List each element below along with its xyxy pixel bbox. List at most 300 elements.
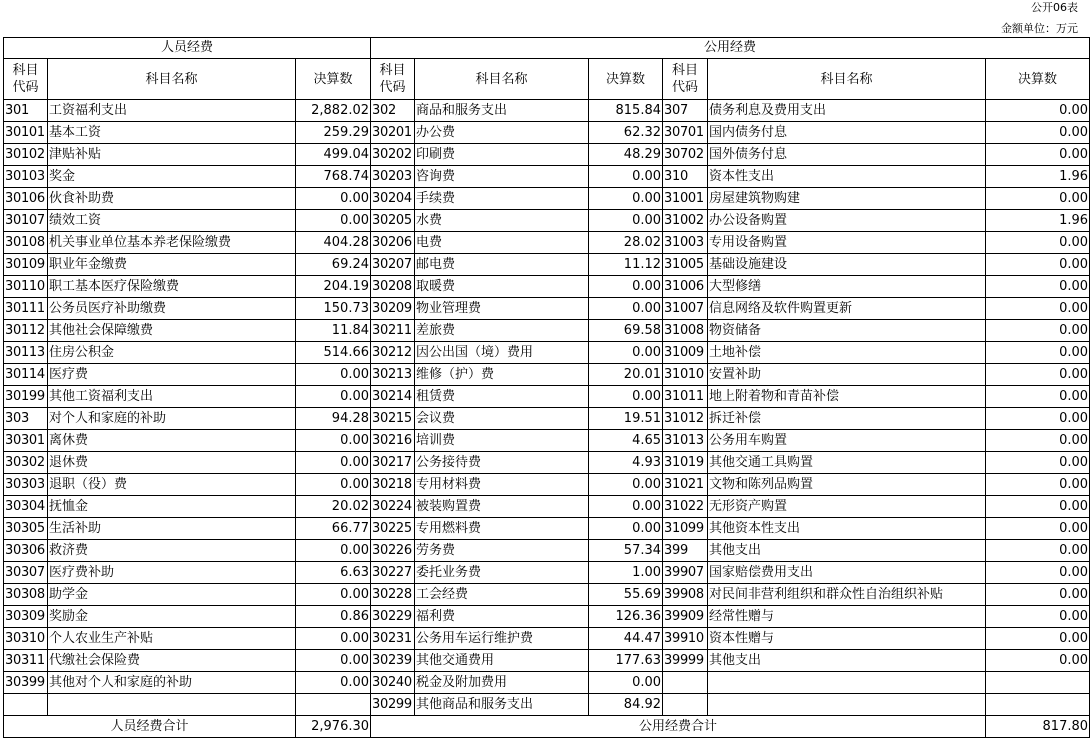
code-cell: 31012	[663, 408, 708, 430]
name-cell: 电费	[415, 232, 589, 254]
table-row	[4, 518, 1090, 540]
name-cell: 福利费	[415, 606, 589, 628]
amount-cell: 0.00	[986, 122, 1090, 144]
code-cell: 30226	[371, 540, 415, 562]
name-cell: 公务用车运行维护费	[415, 628, 589, 650]
code-cell: 303	[4, 408, 48, 430]
code-cell: 30204	[371, 188, 415, 210]
amount-cell: 0.00	[986, 452, 1090, 474]
table-row	[4, 562, 1090, 584]
name-cell: 专用燃料费	[415, 518, 589, 540]
name-cell: 商品和服务支出	[415, 100, 589, 122]
code-cell: 30111	[4, 298, 48, 320]
code-cell	[663, 694, 708, 716]
name-cell: 取暖费	[415, 276, 589, 298]
name-cell: 基本工资	[48, 122, 296, 144]
name-cell: 劳务费	[415, 540, 589, 562]
amount-cell: 0.00	[986, 650, 1090, 672]
code-cell: 399	[663, 540, 708, 562]
code-cell: 30208	[371, 276, 415, 298]
amount-cell: 0.00	[589, 386, 663, 408]
code-cell: 30108	[4, 232, 48, 254]
table-row	[4, 584, 1090, 606]
name-cell: 资本性支出	[708, 166, 986, 188]
name-cell: 手续费	[415, 188, 589, 210]
amount-cell: 94.28	[296, 408, 371, 430]
name-cell: 国外债务付息	[708, 144, 986, 166]
name-cell: 委托业务费	[415, 562, 589, 584]
table-row	[4, 650, 1090, 672]
amount-cell: 499.04	[296, 144, 371, 166]
code-cell: 30307	[4, 562, 48, 584]
name-cell: 无形资产购置	[708, 496, 986, 518]
code-cell: 30217	[371, 452, 415, 474]
name-cell: 国家赔偿费用支出	[708, 562, 986, 584]
table-row	[4, 122, 1090, 144]
amount-cell: 0.00	[986, 606, 1090, 628]
amount-cell: 0.00	[296, 430, 371, 452]
amount-cell: 57.34	[589, 540, 663, 562]
name-cell: 国内债务付息	[708, 122, 986, 144]
code-cell: 30110	[4, 276, 48, 298]
code-cell	[4, 694, 48, 716]
name-cell: 会议费	[415, 408, 589, 430]
name-cell: 办公费	[415, 122, 589, 144]
form-number: 公开06表	[1031, 1, 1078, 14]
amount-cell: 0.00	[986, 320, 1090, 342]
name-cell: 退休费	[48, 452, 296, 474]
code-cell: 30303	[4, 474, 48, 496]
amount-cell: 84.92	[589, 694, 663, 716]
amount-cell: 0.00	[986, 188, 1090, 210]
code-cell: 30305	[4, 518, 48, 540]
name-cell: 救济费	[48, 540, 296, 562]
code-cell: 30203	[371, 166, 415, 188]
code-cell: 31006	[663, 276, 708, 298]
amount-cell: 0.00	[296, 672, 371, 694]
code-cell: 30701	[663, 122, 708, 144]
column-header-row	[4, 59, 1090, 100]
table-row	[4, 496, 1090, 518]
amount-cell: 0.00	[589, 166, 663, 188]
amount-cell: 0.00	[986, 562, 1090, 584]
amount-cell: 0.00	[986, 518, 1090, 540]
amount-cell: 0.00	[986, 386, 1090, 408]
code-cell: 30201	[371, 122, 415, 144]
code-cell: 30309	[4, 606, 48, 628]
name-cell: 物业管理费	[415, 298, 589, 320]
code-cell: 30209	[371, 298, 415, 320]
amount-cell: 66.77	[296, 518, 371, 540]
name-cell: 公务员医疗补助缴费	[48, 298, 296, 320]
code-cell: 31008	[663, 320, 708, 342]
code-header: 科目 代码	[371, 59, 415, 100]
name-cell: 助学金	[48, 584, 296, 606]
code-cell: 30199	[4, 386, 48, 408]
code-cell: 30308	[4, 584, 48, 606]
code-cell: 31019	[663, 452, 708, 474]
code-cell: 39910	[663, 628, 708, 650]
amount-cell: 62.32	[589, 122, 663, 144]
name-cell: 印刷费	[415, 144, 589, 166]
code-cell	[663, 672, 708, 694]
name-cell: 专用设备购置	[708, 232, 986, 254]
table-row	[4, 188, 1090, 210]
name-cell: 其他支出	[708, 540, 986, 562]
code-cell: 301	[4, 100, 48, 122]
amount-cell: 0.00	[296, 628, 371, 650]
code-cell: 30103	[4, 166, 48, 188]
name-cell: 退职（役）费	[48, 474, 296, 496]
name-cell: 代缴社会保险费	[48, 650, 296, 672]
public-header: 公用经费	[371, 38, 1090, 59]
table-row	[4, 474, 1090, 496]
code-cell: 30216	[371, 430, 415, 452]
personnel-header: 人员经费	[4, 38, 371, 59]
amount-cell: 2,882.02	[296, 100, 371, 122]
name-cell: 信息网络及软件购置更新	[708, 298, 986, 320]
name-cell: 工资福利支出	[48, 100, 296, 122]
name-cell: 咨询费	[415, 166, 589, 188]
name-cell	[48, 694, 296, 716]
name-cell: 大型修缮	[708, 276, 986, 298]
name-cell: 奖励金	[48, 606, 296, 628]
amount-header: 决算数	[296, 59, 371, 100]
code-cell: 30102	[4, 144, 48, 166]
amount-cell: 815.84	[589, 100, 663, 122]
code-cell: 30112	[4, 320, 48, 342]
name-cell: 被装购置费	[415, 496, 589, 518]
amount-cell: 0.00	[589, 672, 663, 694]
amount-cell: 48.29	[589, 144, 663, 166]
code-cell: 39907	[663, 562, 708, 584]
name-cell: 公务用车购置	[708, 430, 986, 452]
amount-cell: 0.00	[986, 628, 1090, 650]
name-cell: 办公设备购置	[708, 210, 986, 232]
code-cell: 30101	[4, 122, 48, 144]
code-cell: 30227	[371, 562, 415, 584]
name-cell: 住房公积金	[48, 342, 296, 364]
code-cell: 30211	[371, 320, 415, 342]
name-cell: 其他商品和服务支出	[415, 694, 589, 716]
amount-cell: 0.00	[986, 100, 1090, 122]
amount-cell: 0.00	[986, 298, 1090, 320]
amount-cell: 0.00	[986, 474, 1090, 496]
amount-cell: 4.65	[589, 430, 663, 452]
table-row	[4, 672, 1090, 694]
code-cell: 39908	[663, 584, 708, 606]
name-cell: 公务接待费	[415, 452, 589, 474]
amount-cell: 0.00	[296, 584, 371, 606]
code-cell: 30214	[371, 386, 415, 408]
name-cell: 医疗费	[48, 364, 296, 386]
name-cell: 文物和陈列品购置	[708, 474, 986, 496]
amount-cell: 150.73	[296, 298, 371, 320]
table-row	[4, 210, 1090, 232]
code-cell: 30106	[4, 188, 48, 210]
code-header: 科目 代码	[4, 59, 48, 100]
name-cell: 税金及附加费用	[415, 672, 589, 694]
expenditure-table	[3, 37, 1090, 738]
public-total-value: 817.80	[986, 716, 1090, 738]
amount-cell: 44.47	[589, 628, 663, 650]
code-cell: 30299	[371, 694, 415, 716]
amount-cell: 768.74	[296, 166, 371, 188]
code-cell: 31005	[663, 254, 708, 276]
code-cell: 30213	[371, 364, 415, 386]
code-cell: 30218	[371, 474, 415, 496]
amount-cell: 0.00	[589, 474, 663, 496]
table-row	[4, 694, 1090, 716]
code-cell: 30702	[663, 144, 708, 166]
amount-cell: 4.93	[589, 452, 663, 474]
name-cell: 土地补偿	[708, 342, 986, 364]
amount-cell: 0.00	[589, 188, 663, 210]
code-cell: 30113	[4, 342, 48, 364]
name-cell: 伙食补助费	[48, 188, 296, 210]
name-cell: 基础设施建设	[708, 254, 986, 276]
amount-cell: 28.02	[589, 232, 663, 254]
code-cell: 30215	[371, 408, 415, 430]
table-row	[4, 452, 1090, 474]
amount-cell: 0.00	[296, 364, 371, 386]
code-cell: 30239	[371, 650, 415, 672]
amount-cell: 1.96	[986, 166, 1090, 188]
name-cell: 地上附着物和青苗补偿	[708, 386, 986, 408]
amount-cell: 0.00	[986, 276, 1090, 298]
table-row	[4, 276, 1090, 298]
code-cell: 30224	[371, 496, 415, 518]
code-cell: 30202	[371, 144, 415, 166]
amount-cell: 1.00	[589, 562, 663, 584]
amount-cell: 6.63	[296, 562, 371, 584]
code-cell: 31009	[663, 342, 708, 364]
amount-cell: 404.28	[296, 232, 371, 254]
code-cell: 31010	[663, 364, 708, 386]
amount-cell: 69.24	[296, 254, 371, 276]
name-cell: 职业年金缴费	[48, 254, 296, 276]
code-cell: 30310	[4, 628, 48, 650]
name-cell: 医疗费补助	[48, 562, 296, 584]
code-cell: 31099	[663, 518, 708, 540]
amount-cell: 0.00	[589, 342, 663, 364]
code-cell: 30205	[371, 210, 415, 232]
code-cell: 30304	[4, 496, 48, 518]
table-row	[4, 540, 1090, 562]
code-header: 科目 代码	[663, 59, 708, 100]
amount-header: 决算数	[986, 59, 1090, 100]
name-cell: 房屋建筑物购建	[708, 188, 986, 210]
amount-cell: 19.51	[589, 408, 663, 430]
code-cell: 30212	[371, 342, 415, 364]
table-row	[4, 386, 1090, 408]
code-cell: 310	[663, 166, 708, 188]
amount-cell: 0.00	[589, 518, 663, 540]
amount-cell: 126.36	[589, 606, 663, 628]
amount-cell: 0.00	[589, 276, 663, 298]
amount-cell: 0.00	[589, 210, 663, 232]
name-cell: 专用材料费	[415, 474, 589, 496]
code-cell: 30207	[371, 254, 415, 276]
amount-cell: 177.63	[589, 650, 663, 672]
code-cell: 307	[663, 100, 708, 122]
name-cell: 其他社会保障缴费	[48, 320, 296, 342]
amount-cell: 1.96	[986, 210, 1090, 232]
name-cell: 其他工资福利支出	[48, 386, 296, 408]
code-cell: 31002	[663, 210, 708, 232]
name-cell: 水费	[415, 210, 589, 232]
code-cell: 31007	[663, 298, 708, 320]
code-cell: 30240	[371, 672, 415, 694]
code-cell: 30225	[371, 518, 415, 540]
amount-cell: 0.00	[296, 474, 371, 496]
code-cell: 30302	[4, 452, 48, 474]
amount-cell: 0.00	[296, 540, 371, 562]
amount-cell: 204.19	[296, 276, 371, 298]
name-cell: 经常性赠与	[708, 606, 986, 628]
code-cell: 31001	[663, 188, 708, 210]
name-cell: 离休费	[48, 430, 296, 452]
amount-cell: 0.00	[296, 452, 371, 474]
name-cell: 培训费	[415, 430, 589, 452]
name-cell: 其他交通费用	[415, 650, 589, 672]
amount-cell: 69.58	[589, 320, 663, 342]
amount-cell: 11.84	[296, 320, 371, 342]
table-row	[4, 430, 1090, 452]
code-cell: 39999	[663, 650, 708, 672]
code-cell: 30306	[4, 540, 48, 562]
personnel-total-label: 人员经费合计	[4, 716, 296, 738]
code-cell: 30228	[371, 584, 415, 606]
amount-cell: 0.00	[986, 342, 1090, 364]
amount-header: 决算数	[589, 59, 663, 100]
amount-cell: 11.12	[589, 254, 663, 276]
table-row	[4, 100, 1090, 122]
personnel-total-value: 2,976.30	[296, 716, 371, 738]
amount-cell	[986, 694, 1090, 716]
amount-cell: 0.00	[986, 408, 1090, 430]
name-cell: 维修（护）费	[415, 364, 589, 386]
amount-cell: 0.86	[296, 606, 371, 628]
amount-unit: 金额单位：万元	[1001, 22, 1078, 35]
code-cell: 30231	[371, 628, 415, 650]
amount-cell: 259.29	[296, 122, 371, 144]
amount-cell: 0.00	[986, 540, 1090, 562]
name-cell: 绩效工资	[48, 210, 296, 232]
name-cell: 邮电费	[415, 254, 589, 276]
code-cell: 30399	[4, 672, 48, 694]
table-row	[4, 320, 1090, 342]
table-row	[4, 232, 1090, 254]
name-cell: 对个人和家庭的补助	[48, 408, 296, 430]
table-row	[4, 298, 1090, 320]
code-cell: 31003	[663, 232, 708, 254]
amount-cell: 0.00	[986, 584, 1090, 606]
name-header: 科目名称	[708, 59, 986, 100]
amount-cell: 0.00	[296, 210, 371, 232]
amount-cell: 0.00	[589, 496, 663, 518]
name-cell: 奖金	[48, 166, 296, 188]
name-header: 科目名称	[48, 59, 296, 100]
table-row	[4, 254, 1090, 276]
table-row	[4, 342, 1090, 364]
name-cell	[708, 672, 986, 694]
code-cell: 39909	[663, 606, 708, 628]
name-cell: 债务利息及费用支出	[708, 100, 986, 122]
table-row	[4, 408, 1090, 430]
name-cell: 资本性赠与	[708, 628, 986, 650]
group-header-row	[4, 38, 1090, 59]
amount-cell: 0.00	[986, 232, 1090, 254]
amount-cell: 0.00	[296, 650, 371, 672]
code-cell: 30109	[4, 254, 48, 276]
name-cell: 其他支出	[708, 650, 986, 672]
name-cell: 安置补助	[708, 364, 986, 386]
amount-cell: 0.00	[986, 496, 1090, 518]
amount-cell: 0.00	[589, 298, 663, 320]
name-cell: 工会经费	[415, 584, 589, 606]
code-cell: 31021	[663, 474, 708, 496]
table-row	[4, 166, 1090, 188]
name-cell: 职工基本医疗保险缴费	[48, 276, 296, 298]
public-total-label: 公用经费合计	[371, 716, 986, 738]
name-cell: 生活补助	[48, 518, 296, 540]
table-row	[4, 364, 1090, 386]
name-cell: 租赁费	[415, 386, 589, 408]
code-cell: 30229	[371, 606, 415, 628]
amount-cell: 0.00	[986, 144, 1090, 166]
amount-cell	[986, 672, 1090, 694]
amount-cell: 0.00	[986, 254, 1090, 276]
code-cell: 30206	[371, 232, 415, 254]
name-cell: 津贴补贴	[48, 144, 296, 166]
amount-cell: 0.00	[296, 188, 371, 210]
name-header: 科目名称	[415, 59, 589, 100]
name-cell: 其他对个人和家庭的补助	[48, 672, 296, 694]
amount-cell: 0.00	[986, 430, 1090, 452]
amount-cell: 514.66	[296, 342, 371, 364]
table-row	[4, 628, 1090, 650]
code-cell: 30301	[4, 430, 48, 452]
name-cell: 其他资本性支出	[708, 518, 986, 540]
name-cell: 物资储备	[708, 320, 986, 342]
code-cell: 31011	[663, 386, 708, 408]
code-cell: 30107	[4, 210, 48, 232]
amount-cell: 55.69	[589, 584, 663, 606]
name-cell: 对民间非营利组织和群众性自治组织补贴	[708, 584, 986, 606]
table-row	[4, 144, 1090, 166]
code-cell: 302	[371, 100, 415, 122]
amount-cell: 20.01	[589, 364, 663, 386]
name-cell: 拆迁补偿	[708, 408, 986, 430]
total-row	[4, 716, 1090, 738]
code-cell: 31022	[663, 496, 708, 518]
amount-cell: 20.02	[296, 496, 371, 518]
code-cell: 30311	[4, 650, 48, 672]
name-cell: 差旅费	[415, 320, 589, 342]
name-cell	[708, 694, 986, 716]
amount-cell: 0.00	[986, 364, 1090, 386]
name-cell: 抚恤金	[48, 496, 296, 518]
code-cell: 31013	[663, 430, 708, 452]
amount-cell	[296, 694, 371, 716]
table-row	[4, 606, 1090, 628]
name-cell: 个人农业生产补贴	[48, 628, 296, 650]
name-cell: 机关事业单位基本养老保险缴费	[48, 232, 296, 254]
code-cell: 30114	[4, 364, 48, 386]
name-cell: 其他交通工具购置	[708, 452, 986, 474]
amount-cell: 0.00	[296, 386, 371, 408]
